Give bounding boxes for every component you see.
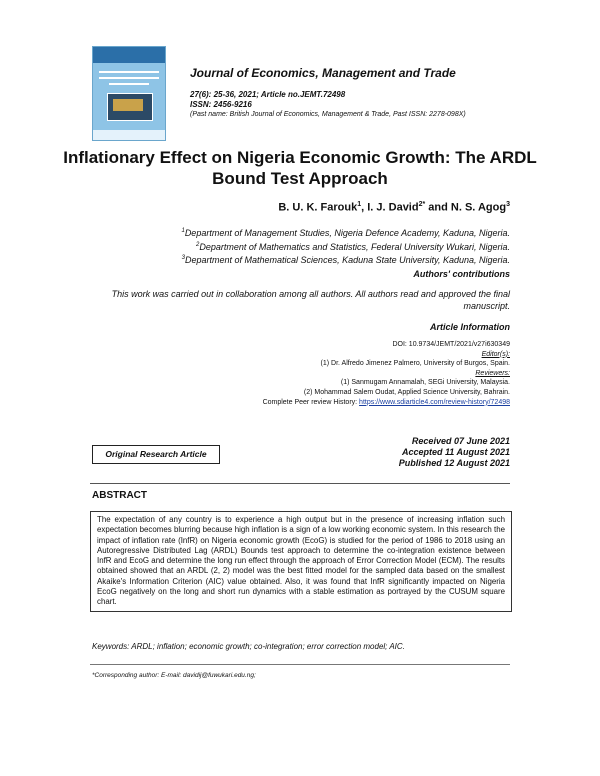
article-type-badge: Original Research Article bbox=[92, 445, 220, 464]
author-name: I. J. David bbox=[367, 201, 419, 214]
author-list bbox=[278, 201, 510, 214]
divider bbox=[90, 483, 510, 484]
keywords: Keywords: ARDL; inflation; economic growth; co-integration; error correction model; AIC. bbox=[92, 642, 405, 651]
editor-item: (1) Dr. Alfredo Jimenez Palmero, University of Burgos, Spain. bbox=[320, 360, 510, 368]
reviewer-item: (2) Mohammad Salem Oudat, Applied Science University, Bahrain. bbox=[303, 388, 510, 396]
contributions-text: This work was carried out in collaboration among all authors. All authors read and approved the final manuscript. bbox=[111, 289, 510, 311]
author-name: B. U. K. Farouk bbox=[278, 201, 358, 214]
cover-title-line bbox=[99, 77, 159, 79]
affiliation-mark: 3 bbox=[181, 255, 185, 261]
abstract-text: The expectation of any country is to experience a high output but in the presence of increasing inflation such expectation becomes blurring because high inflation is a sign of a low working economic system. In this research the impact of inflation rate (InfR) on Nigeria economic growth (EcoG) is studied for the period of 1986 to 2018 using an Autoregressive Distributed Lag (ARDL) Bounds test approach to determine the co-integration existence between InfR and EcoG and determine the long run effect through the approach of Error Correction Model (ECM). The results obtained showed that an ARDL (2, 2) model was the best fitted model for the sampled data based on the smallest Akaike's Information Criterion (AIC) value obtained. Also, it was found that InfR significantly impacted on Nigeria EcoG negatively on the long and short run dynamics with a stable estimation as portrayed by the CUSUM square chart. bbox=[90, 511, 512, 612]
affiliation-text: Department of Mathematical Sciences, Kaduna State University, Kaduna, Nigeria. bbox=[185, 255, 510, 265]
affiliation-list bbox=[181, 226, 510, 267]
doi: DOI: 10.9734/JEMT/2021/v27i630349 bbox=[392, 341, 510, 348]
affiliation-mark: 2 bbox=[196, 241, 200, 248]
journal-name: Journal of Economics, Management and Trade bbox=[190, 66, 456, 80]
review-history-label: Complete Peer review History: bbox=[262, 398, 360, 406]
contributions-heading: Authors' contributions bbox=[413, 269, 510, 279]
journal-issn: ISSN: 2456-9216 bbox=[190, 100, 252, 109]
abstract-heading: ABSTRACT bbox=[92, 490, 147, 501]
affiliation-text: Department of Management Studies, Nigeria Defence Academy, Kaduna, Nigeria. bbox=[184, 228, 510, 238]
publication-dates bbox=[399, 436, 510, 469]
cover-title-line bbox=[99, 71, 159, 73]
cover-footer-band bbox=[93, 130, 165, 140]
affiliation-item bbox=[181, 226, 510, 240]
received-date: Received 07 June 2021 bbox=[411, 436, 510, 446]
review-history-link[interactable]: https://www.sdiarticle4.com/review-history/72498 bbox=[359, 398, 510, 406]
author-affil-mark: 3 bbox=[506, 201, 510, 208]
author-separator: and bbox=[425, 201, 451, 214]
editors-label: Editor(s): bbox=[481, 350, 510, 358]
corresponding-author-footnote: *Corresponding author: E-mail: davidij@fuwukari.edu.ng; bbox=[92, 672, 256, 679]
accepted-date: Accepted 11 August 2021 bbox=[401, 447, 510, 457]
journal-past-name: (Past name: British Journal of Economics, Management & Trade, Past ISSN: 2278-098X) bbox=[190, 111, 466, 118]
journal-meta bbox=[190, 90, 466, 120]
paper-title: Inflationary Effect on Nigeria Economic Growth: The ARDL Bound Test Approach bbox=[63, 148, 537, 188]
author-separator: , bbox=[361, 201, 368, 214]
footnote-divider bbox=[90, 664, 510, 665]
author-name: N. S. Agog bbox=[450, 201, 507, 214]
journal-citation: 27(6): 25-36, 2021; Article no.JEMT.72498 bbox=[190, 90, 346, 99]
cover-header-band bbox=[93, 47, 165, 63]
cover-image-detail bbox=[113, 99, 143, 111]
author-affil-mark: 1 bbox=[357, 201, 362, 208]
journal-cover-thumbnail bbox=[92, 46, 166, 141]
affiliation-mark: 1 bbox=[181, 228, 185, 234]
reviewers-label: Reviewers: bbox=[475, 369, 510, 377]
affiliation-item bbox=[181, 253, 510, 267]
article-info bbox=[263, 340, 510, 407]
cover-title-line bbox=[109, 83, 149, 85]
affiliation-item bbox=[181, 240, 510, 254]
author-affil-mark: 2* bbox=[418, 201, 426, 208]
review-history bbox=[263, 398, 510, 408]
published-date: Published 12 August 2021 bbox=[398, 458, 510, 468]
reviewer-item: (1) Sanmugam Annamalah, SEGi University, Malaysia. bbox=[340, 379, 510, 387]
article-info-heading: Article Information bbox=[429, 322, 510, 332]
affiliation-text: Department of Mathematics and Statistics, Federal University Wukari, Nigeria. bbox=[199, 241, 510, 252]
